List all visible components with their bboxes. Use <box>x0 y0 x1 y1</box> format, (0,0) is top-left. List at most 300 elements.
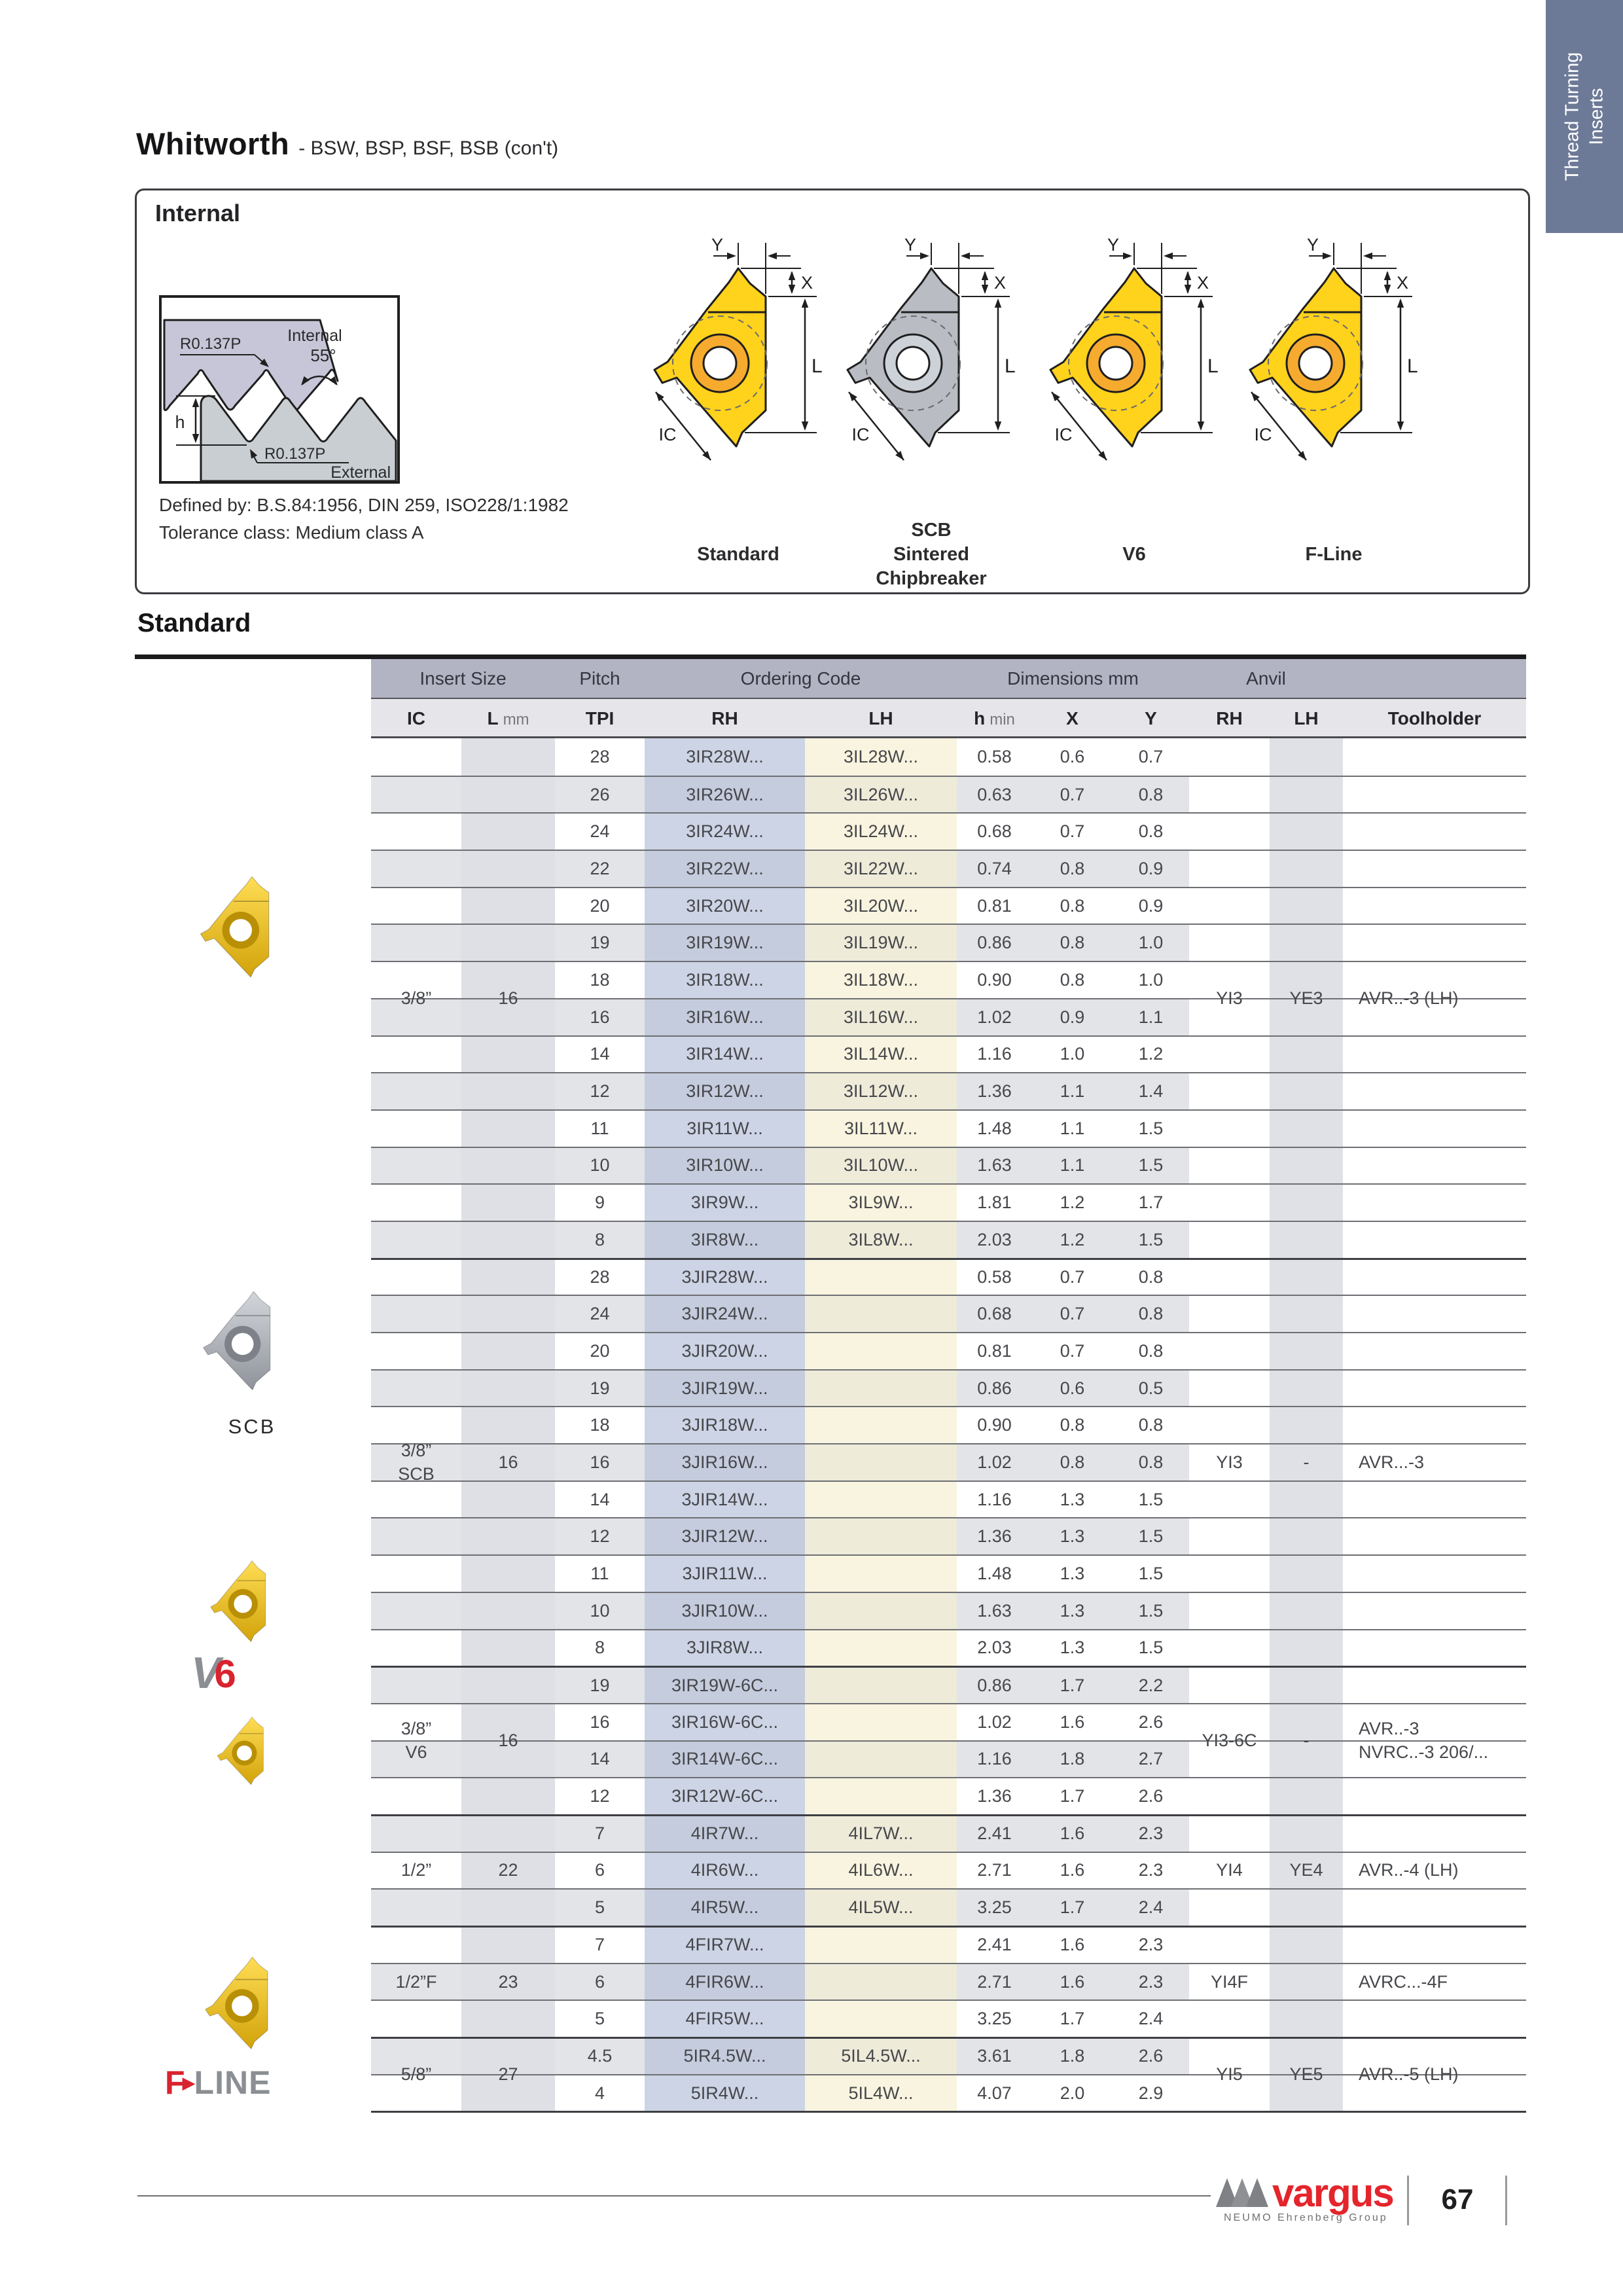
cell-anvil-rh <box>1189 1148 1270 1184</box>
cell-anvil-lh <box>1270 1371 1343 1407</box>
group-anvil-lh-label: - <box>1303 1730 1310 1750</box>
cell-x: 0.7 <box>1060 1340 1085 1361</box>
cell-lmm <box>461 1371 555 1407</box>
cell-code-lh <box>805 1742 957 1778</box>
cell-ic <box>371 1668 461 1703</box>
cell-code-rh: 4IR5W... <box>645 1890 805 1926</box>
cell-hmin: 1.02 <box>977 1712 1012 1732</box>
section-tab-label: Thread Turning Inserts <box>1561 52 1607 181</box>
cell-toolholder <box>1343 1073 1526 1109</box>
cell-anvil-lh <box>1270 1444 1343 1480</box>
cell-tpi: 20 <box>590 895 610 916</box>
variant-caption: Standard <box>697 543 779 565</box>
cell-y: 2.2 <box>1113 1668 1189 1703</box>
cell-anvil-lh <box>1270 1704 1343 1740</box>
cell-toolholder <box>1343 1593 1526 1629</box>
group-ic-label: 1/2”F <box>395 1971 437 1992</box>
cell-toolholder <box>1343 738 1526 776</box>
cell-tpi: 18 <box>590 1415 610 1435</box>
group-anvil-rh-label: YI3-6C <box>1202 1730 1257 1750</box>
cell-ic <box>371 851 461 887</box>
cell-x: 1.6 <box>1060 1860 1085 1880</box>
cell-lmm <box>461 1556 555 1592</box>
cell-y: 2.6 <box>1138 1786 1164 1806</box>
cell-code-lh <box>805 2001 957 2037</box>
cell-code-lh <box>805 1593 957 1629</box>
cell-x: 1.6 <box>1060 1712 1085 1732</box>
cell-anvil-lh <box>1270 1816 1343 1852</box>
cell-hmin: 0.81 <box>977 895 1012 916</box>
group-header-spacer <box>1343 659 1526 698</box>
insert-photo-standard <box>154 844 350 995</box>
cell-code-rh: 3IR12W... <box>645 1073 805 1109</box>
cell-anvil-lh <box>1270 1260 1343 1295</box>
cell-anvil-rh <box>1189 851 1270 887</box>
svg-text:External: External <box>330 463 391 482</box>
cell-tpi: 7 <box>594 1935 605 1955</box>
cell-anvil-lh <box>1270 1742 1343 1778</box>
footer-divider-right <box>1505 2176 1507 2225</box>
svg-text:Y: Y <box>711 235 724 255</box>
cell-anvil-rh <box>1189 1333 1270 1369</box>
svg-text:Y: Y <box>1306 235 1319 255</box>
cell-anvil-rh <box>1189 2001 1270 2037</box>
cell-x: 1.3 <box>1060 1489 1085 1509</box>
group-anvil-lh-label: YE5 <box>1289 2064 1323 2085</box>
table-row <box>371 1517 1526 1554</box>
cell-tpi: 10 <box>555 1148 645 1184</box>
cell-anvil-rh <box>1189 2039 1270 2074</box>
cell-hmin: 1.16 <box>977 1044 1012 1064</box>
cell-x: 1.7 <box>1060 2009 1085 2029</box>
cell-tpi: 14 <box>590 1489 610 1509</box>
cell-hmin: 0.68 <box>957 1296 1032 1332</box>
cell-y: 1.5 <box>1138 1638 1164 1658</box>
cell-anvil-lh <box>1270 962 1343 998</box>
cell-hmin: 0.81 <box>977 1340 1012 1361</box>
cell-hmin: 1.02 <box>957 999 1032 1035</box>
cell-code-lh <box>805 1928 957 1963</box>
table-row <box>371 1369 1526 1407</box>
cell-code-rh: 3JIR18W... <box>645 1407 805 1443</box>
cell-hmin: 1.36 <box>957 1073 1032 1109</box>
cell-hmin: 2.71 <box>957 1964 1032 2000</box>
cell-anvil-rh <box>1189 1407 1270 1443</box>
group-toolholder-label: AVR...-3 <box>1359 1452 1425 1472</box>
cell-anvil-lh <box>1270 1556 1343 1592</box>
cell-tpi: 24 <box>555 1296 645 1332</box>
cell-anvil-lh <box>1270 1333 1343 1369</box>
cell-ic <box>371 1556 461 1592</box>
cell-x: 0.8 <box>1060 1415 1085 1435</box>
cell-code-lh: 3IL14W... <box>805 1037 957 1073</box>
cell-anvil-rh <box>1189 888 1270 924</box>
cell-tpi: 12 <box>590 1786 610 1806</box>
cell-toolholder <box>1343 1816 1526 1852</box>
cell-y: 1.5 <box>1138 1563 1164 1583</box>
cell-ic <box>371 2001 461 2037</box>
cell-anvil-rh <box>1189 1482 1270 1518</box>
cell-y: 0.8 <box>1138 1415 1164 1435</box>
table-row <box>371 2074 1526 2111</box>
cell-toolholder <box>1343 888 1526 924</box>
table-body <box>371 738 1526 2111</box>
cell-code-rh: 3JIR14W... <box>645 1482 805 1518</box>
cell-code-rh: 3JIR11W... <box>645 1556 805 1592</box>
cell-ic <box>371 1185 461 1221</box>
cell-lmm <box>461 2075 555 2111</box>
cell-ic <box>371 1222 461 1258</box>
cell-anvil-rh <box>1189 1704 1270 1740</box>
cell-toolholder <box>1343 1407 1526 1443</box>
table-row <box>371 1147 1526 1184</box>
cell-code-rh: 4FIR5W... <box>645 2001 805 2037</box>
cell-hmin: 0.63 <box>957 777 1032 813</box>
cell-code-lh: 3IL10W... <box>805 1148 957 1184</box>
cell-tpi: 14 <box>590 1044 610 1064</box>
cell-hmin: 1.36 <box>977 1786 1012 1806</box>
cell-anvil-rh <box>1189 999 1270 1035</box>
cell-hmin: 0.86 <box>957 925 1032 961</box>
cell-toolholder <box>1343 1742 1526 1778</box>
cell-lmm <box>461 1704 555 1740</box>
group-lmm-label: 16 <box>498 988 518 1008</box>
cell-lmm <box>461 1407 555 1443</box>
cell-toolholder <box>1343 1853 1526 1889</box>
cell-anvil-lh <box>1270 1111 1343 1147</box>
cell-toolholder <box>1343 1928 1526 1963</box>
cell-code-rh: 3IR12W-6C... <box>645 1778 805 1814</box>
cell-ic <box>371 1333 461 1369</box>
table-row <box>371 998 1526 1035</box>
cell-hmin: 1.63 <box>957 1593 1032 1629</box>
cell-ic <box>371 925 461 961</box>
cell-tpi: 12 <box>555 1073 645 1109</box>
cell-lmm <box>461 1518 555 1554</box>
table-row <box>371 1332 1526 1369</box>
standard-definition <box>159 492 569 547</box>
scb-photo-label: SCB <box>228 1415 276 1438</box>
cell-ic <box>371 1816 461 1852</box>
cell-anvil-lh <box>1270 1890 1343 1926</box>
cell-ic <box>371 1037 461 1073</box>
cell-toolholder <box>1343 777 1526 813</box>
insert-photo-svg <box>154 844 350 995</box>
cell-hmin: 3.61 <box>957 2039 1032 2074</box>
cell-hmin: 2.41 <box>957 1816 1032 1852</box>
cell-anvil-lh <box>1270 2001 1343 2037</box>
cell-anvil-lh <box>1270 1778 1343 1814</box>
table-row <box>371 1221 1526 1258</box>
cell-toolholder <box>1343 999 1526 1035</box>
vargus-subtext: NEUMO Ehrenberg Group <box>1224 2212 1388 2223</box>
cell-lmm <box>461 1630 555 1666</box>
cell-anvil-lh <box>1270 1668 1343 1703</box>
group-lmm-label: 23 <box>498 1971 518 1992</box>
group-header-ordering-code: Ordering Code <box>740 668 861 689</box>
cell-code-lh <box>805 1371 957 1407</box>
cell-x: 1.3 <box>1032 1518 1113 1554</box>
v6-logo <box>191 1647 302 1698</box>
cell-toolholder <box>1343 1630 1526 1666</box>
cell-anvil-lh <box>1270 1296 1343 1332</box>
group-ic-label: 3/8” <box>401 988 432 1008</box>
svg-text:IC: IC <box>1054 425 1073 444</box>
table-row <box>371 1443 1526 1480</box>
table-row <box>371 812 1526 850</box>
cell-y: 2.3 <box>1113 1816 1189 1852</box>
cell-code-rh: 3JIR24W... <box>645 1296 805 1332</box>
cell-anvil-rh <box>1189 1853 1270 1889</box>
cell-lmm <box>461 1853 555 1889</box>
cell-anvil-rh <box>1189 738 1270 776</box>
table-row <box>371 1406 1526 1443</box>
group-header-insert-size: Insert Size <box>419 668 507 689</box>
cell-ic <box>371 1260 461 1295</box>
cell-code-rh: 5IR4.5W... <box>645 2039 805 2074</box>
cell-toolholder <box>1343 1668 1526 1703</box>
svg-text:X: X <box>1197 273 1209 293</box>
cell-ic <box>371 1518 461 1554</box>
cell-hmin: 3.25 <box>957 1890 1032 1926</box>
cell-code-rh: 3IR20W... <box>645 888 805 924</box>
cell-anvil-lh <box>1270 738 1343 776</box>
cell-ic <box>371 1742 461 1778</box>
cell-code-rh: 4IR6W... <box>645 1853 805 1889</box>
insert-photo-svg <box>157 1535 347 1656</box>
cell-tpi: 18 <box>590 969 610 990</box>
cell-tpi: 20 <box>590 1340 610 1361</box>
cell-toolholder <box>1343 1556 1526 1592</box>
cell-hmin: 1.81 <box>977 1193 1012 1213</box>
cell-ic <box>371 1482 461 1518</box>
group-anvil-rh-label: YI5 <box>1216 2064 1243 2085</box>
svg-text:55°: 55° <box>310 346 336 365</box>
group-header-pitch: Pitch <box>579 668 620 689</box>
column-header-x: X <box>1066 708 1079 728</box>
cell-hmin: 1.16 <box>957 1742 1032 1778</box>
cell-code-lh <box>805 1518 957 1554</box>
cell-toolholder <box>1343 2001 1526 2037</box>
cell-anvil-rh <box>1189 1593 1270 1629</box>
cell-hmin: 1.48 <box>977 1563 1012 1583</box>
cell-tpi: 6 <box>555 1964 645 2000</box>
table-row <box>371 1777 1526 1814</box>
group-ic-label: 5/8” <box>401 2064 432 2085</box>
cell-tpi: 19 <box>555 1371 645 1407</box>
insert-variant-f-line <box>1236 232 1432 586</box>
cell-anvil-rh <box>1189 1371 1270 1407</box>
cell-anvil-lh <box>1270 2039 1343 2074</box>
cell-anvil-lh <box>1270 814 1343 850</box>
cell-code-lh: 5IL4W... <box>805 2075 957 2111</box>
cell-x: 0.8 <box>1032 851 1113 887</box>
variant-caption: V6 <box>1122 543 1146 565</box>
cell-y: 1.5 <box>1113 1148 1189 1184</box>
vargus-triangles-icon <box>1216 2174 1272 2210</box>
cell-anvil-rh <box>1189 1816 1270 1852</box>
cell-anvil-rh <box>1189 1518 1270 1554</box>
svg-text:Y: Y <box>904 235 917 255</box>
cell-x: 1.7 <box>1060 1786 1085 1806</box>
insert-photo-fline <box>149 1928 355 2065</box>
cell-code-lh: 3IL16W... <box>805 999 957 1035</box>
cell-tpi: 22 <box>555 851 645 887</box>
cell-code-rh: 3JIR12W... <box>645 1518 805 1554</box>
table-row <box>371 1554 1526 1592</box>
thread-profile-svg <box>158 294 401 485</box>
cell-tpi: 7 <box>555 1816 645 1852</box>
cell-lmm <box>461 1668 555 1703</box>
cell-tpi: 16 <box>555 999 645 1035</box>
cell-anvil-lh <box>1270 1407 1343 1443</box>
group-ic-label: 3/8” SCB <box>398 1440 435 1484</box>
cell-code-lh <box>805 1296 957 1332</box>
svg-text:X: X <box>801 273 813 293</box>
column-header-rh: RH <box>1216 708 1243 728</box>
svg-text:L: L <box>1407 355 1418 377</box>
table-row <box>371 961 1526 998</box>
cell-toolholder <box>1343 851 1526 887</box>
table-row <box>371 1703 1526 1740</box>
cell-code-lh: 3IL11W... <box>805 1111 957 1147</box>
cell-x: 1.6 <box>1032 1816 1113 1852</box>
cell-code-rh: 3IR14W-6C... <box>645 1742 805 1778</box>
cell-y: 0.8 <box>1113 1444 1189 1480</box>
cell-anvil-rh <box>1189 1964 1270 2000</box>
cell-toolholder <box>1343 1371 1526 1407</box>
group-anvil-lh-label: YE3 <box>1289 988 1323 1008</box>
table-row <box>371 738 1526 776</box>
cell-ic <box>371 1148 461 1184</box>
cell-tpi: 11 <box>590 1563 609 1583</box>
fline-logo-line: LINE <box>194 2064 272 2101</box>
cell-lmm <box>461 814 555 850</box>
cell-ic <box>371 999 461 1035</box>
column-header-ic: IC <box>407 708 425 728</box>
cell-ic <box>371 1853 461 1889</box>
cell-x: 1.6 <box>1032 1964 1113 2000</box>
cell-hmin: 2.03 <box>977 1638 1012 1658</box>
cell-code-rh: 4FIR6W... <box>645 1964 805 2000</box>
table-row <box>371 1852 1526 1889</box>
cell-lmm <box>461 738 555 776</box>
cell-lmm <box>461 1260 555 1295</box>
cell-y: 2.3 <box>1138 1935 1164 1955</box>
cell-y: 1.5 <box>1138 1118 1164 1138</box>
cell-lmm <box>461 1073 555 1109</box>
cell-code-lh: 3IL9W... <box>805 1185 957 1221</box>
cell-anvil-lh <box>1270 2075 1343 2111</box>
cell-x: 1.3 <box>1060 1638 1085 1658</box>
cell-code-lh: 3IL18W... <box>805 962 957 998</box>
insert-photo-svg <box>160 1260 347 1407</box>
cell-tpi: 4.5 <box>555 2039 645 2074</box>
cell-code-rh: 3JIR16W... <box>645 1444 805 1480</box>
cell-code-lh: 3IL20W... <box>805 888 957 924</box>
cell-anvil-lh <box>1270 1482 1343 1518</box>
table-row <box>371 1295 1526 1332</box>
cell-tpi: 8 <box>594 1638 605 1658</box>
cell-anvil-lh <box>1270 1518 1343 1554</box>
cell-lmm <box>461 1296 555 1332</box>
group-ic-label: 3/8” V6 <box>401 1718 432 1762</box>
cell-toolholder <box>1343 925 1526 961</box>
cell-y: 1.0 <box>1113 925 1189 961</box>
cell-tpi: 5 <box>594 2009 605 2029</box>
group-toolholder-label: AVR..-3 NVRC..-3 206/... <box>1359 1718 1489 1762</box>
group-lmm-label: 22 <box>498 1860 518 1880</box>
table-row <box>371 1109 1526 1147</box>
cell-lmm <box>461 962 555 998</box>
cell-code-rh: 3IR11W... <box>645 1111 805 1147</box>
cell-ic <box>371 1704 461 1740</box>
cell-anvil-lh <box>1270 1185 1343 1221</box>
insert-photo-v6-top <box>157 1535 347 1656</box>
table-group-header <box>371 659 1526 699</box>
cell-code-rh: 4FIR7W... <box>645 1928 805 1963</box>
cell-y: 1.1 <box>1113 999 1189 1035</box>
cell-toolholder <box>1343 1778 1526 1814</box>
cell-hmin: 0.58 <box>977 1266 1012 1287</box>
cell-hmin: 1.48 <box>977 1118 1012 1138</box>
cell-x: 2.0 <box>1060 2083 1085 2103</box>
group-ic-label: 1/2” <box>401 1860 432 1880</box>
insert-diagram-svg <box>833 232 1029 514</box>
cell-x: 1.3 <box>1032 1593 1113 1629</box>
svg-text:Internal: Internal <box>287 327 342 345</box>
cell-anvil-rh <box>1189 1630 1270 1666</box>
cell-code-rh: 3IR16W... <box>645 999 805 1035</box>
v6-logo-6: 6 <box>214 1652 236 1696</box>
cell-lmm <box>461 1964 555 2000</box>
svg-text:Y: Y <box>1107 235 1120 255</box>
cell-y: 1.5 <box>1113 1593 1189 1629</box>
cell-anvil-rh <box>1189 1928 1270 1963</box>
group-lmm-label: 16 <box>498 1730 518 1750</box>
table-row <box>371 887 1526 924</box>
cell-hmin: 0.90 <box>977 1415 1012 1435</box>
cell-lmm <box>461 1742 555 1778</box>
group-header-dimensions-mm: Dimensions mm <box>1007 668 1139 689</box>
cell-anvil-lh <box>1270 999 1343 1035</box>
cell-lmm <box>461 1037 555 1073</box>
cell-anvil-rh <box>1189 1260 1270 1295</box>
fline-logo <box>165 2066 342 2100</box>
cell-tpi: 9 <box>594 1193 605 1213</box>
svg-text:R0.137P: R0.137P <box>264 445 326 463</box>
cell-anvil-lh <box>1270 777 1343 813</box>
cell-x: 1.7 <box>1032 1890 1113 1926</box>
vargus-logo <box>1216 2171 1393 2223</box>
cell-code-lh: 4IL5W... <box>805 1890 957 1926</box>
cell-ic <box>371 1444 461 1480</box>
insert-variant-scb <box>833 232 1029 589</box>
cell-hmin: 0.58 <box>977 746 1012 766</box>
cell-lmm <box>461 999 555 1035</box>
cell-code-lh <box>805 1407 957 1443</box>
table-row <box>371 924 1526 961</box>
cell-y: 0.8 <box>1113 1296 1189 1332</box>
cell-lmm <box>461 1482 555 1518</box>
group-anvil-rh-label: YI3 <box>1216 988 1243 1008</box>
cell-x: 0.8 <box>1032 925 1113 961</box>
defined-by-line: Defined by: B.S.84:1956, DIN 259, ISO228/1:1982 <box>159 495 569 515</box>
cell-tpi: 4 <box>594 2083 605 2103</box>
cell-code-lh <box>805 1333 957 1369</box>
cell-code-lh: 3IL19W... <box>805 925 957 961</box>
cell-tpi: 28 <box>590 746 610 766</box>
